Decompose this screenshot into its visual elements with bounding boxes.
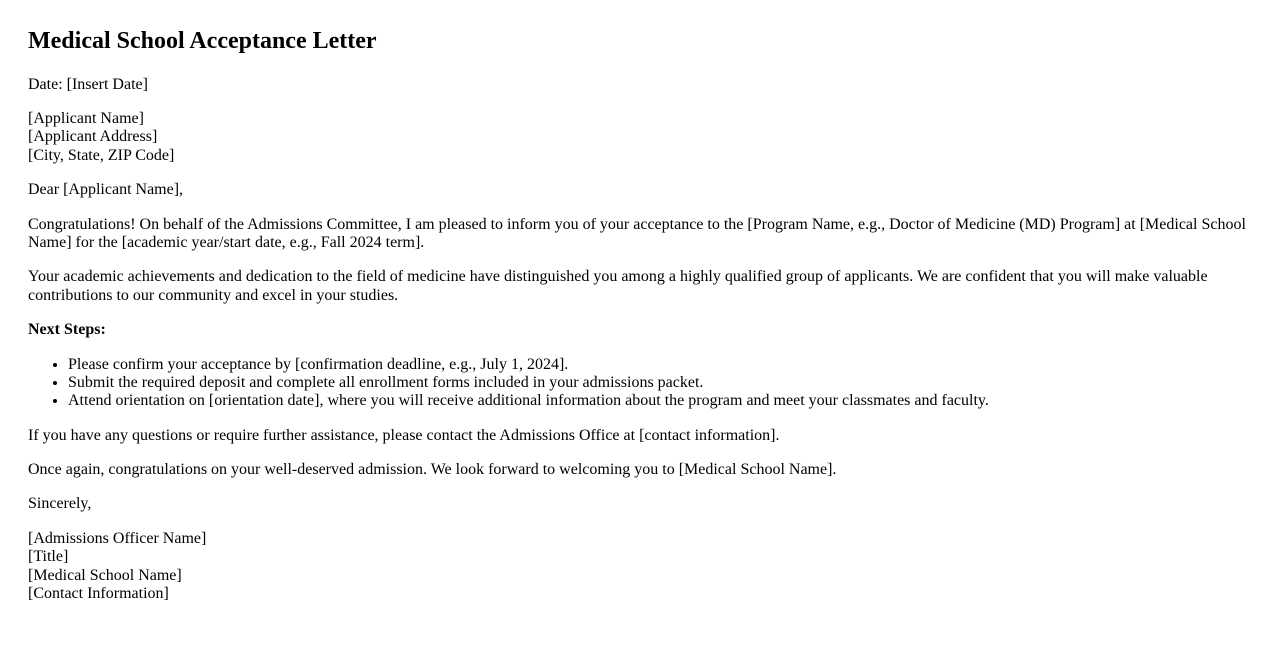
signature-line: [Medical School Name] (28, 566, 182, 584)
body-paragraph: Your academic achievements and dedication to the field of medicine have distinguished you among a highly qualified group of applicants. We are confident that you will make valuable contributions to our community and excel in your studies. (28, 268, 1208, 304)
signoff: Sincerely, (28, 495, 92, 513)
address-block (28, 110, 1250, 165)
list-item: • Attend orientation on [orientation date], where you will receive additional information about the program and meet your classmates and faculty. (68, 392, 1250, 410)
page-title: Medical School Acceptance Letter (28, 28, 377, 54)
signature-line: [Admissions Officer Name] (28, 529, 207, 547)
list-item: • Submit the required deposit and complete all enrollment forms included in your admissions packet. (68, 374, 1250, 392)
address-line: [Applicant Name] (28, 109, 144, 127)
date-line: Date: [Insert Date] (28, 75, 148, 93)
body-paragraph: Congratulations! On behalf of the Admissions Committee, I am pleased to inform you of your acceptance to the [Program Name, e.g., Doctor of Medicine (MD) Program] at [Medical School Name] for the [academic year/start date, e.g., Fall 2024 term]. (28, 215, 1246, 251)
closing-paragraph: Once again, congratulations on your well-deserved admission. We look forward to welcoming you to [Medical School Name]. (28, 461, 837, 479)
closing-paragraph: If you have any questions or require further assistance, please contact the Admissions Office at [contact information]. (28, 426, 780, 444)
address-line: [City, State, ZIP Code] (28, 146, 175, 164)
signature-block (28, 530, 1250, 604)
next-steps-heading: Next Steps: (28, 321, 106, 339)
letter-document (28, 28, 1250, 603)
address-line: [Applicant Address] (28, 128, 158, 146)
signature-line: [Title] (28, 548, 69, 566)
signature-line: [Contact Information] (28, 585, 169, 603)
next-steps-list (28, 356, 1250, 411)
list-item: • Please confirm your acceptance by [confirmation deadline, e.g., July 1, 2024]. (68, 356, 1250, 374)
salutation: Dear [Applicant Name], (28, 181, 184, 199)
